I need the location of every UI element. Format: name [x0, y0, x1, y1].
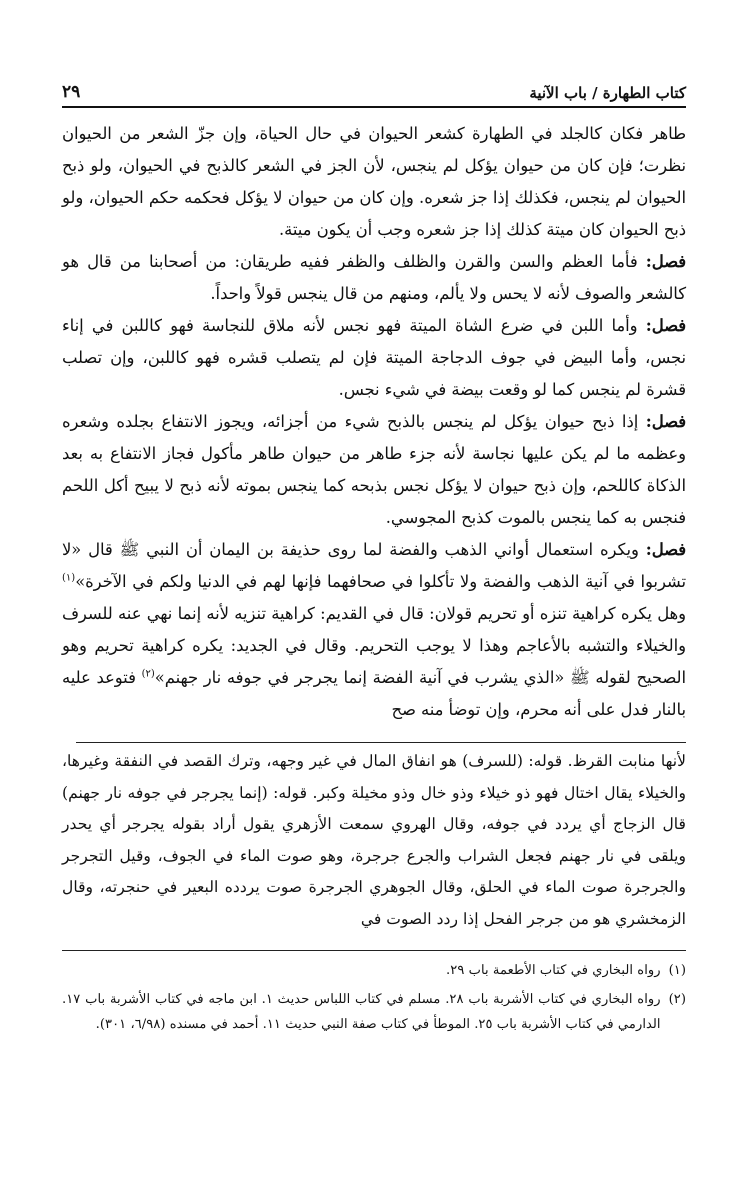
paragraph-gold-silver-vessels [62, 534, 686, 726]
paragraph-milk-eggs: فصل: وأما اللبن في ضرع الشاة الميتة فهو نجس لأنه ملاق للنجاسة فهو كاللبن في إناء نجس، وأما البيض في جوف الدجاجة الميتة فإن لم يتصلب قشره فهو كاللبن، وإن تصلب قشرة لم ينجس كما لو وقعت بيضة في شيء نجس. [62, 316, 686, 399]
footnotes [62, 958, 686, 1041]
footnote-text: رواه البخاري في كتاب الأطعمة باب ٢٩. [446, 963, 661, 978]
commentary-divider [76, 742, 686, 743]
paragraph-bones: فصل: فأما العظم والسن والقرن والظلف والظفر ففيه طريقان: من أصحابنا من قال هو كالشعر والصوف لأنه لا يحس ولا يألم، ومنهم من قال ينجس قولاً واحداً. [62, 252, 686, 303]
running-title: كتاب الطهارة / باب الآنية [529, 84, 686, 102]
footnote-number: (١) [668, 963, 686, 978]
footnote-text: رواه البخاري في كتاب الأشربة باب ٢٨. مسلم في كتاب اللباس حديث ١. ابن ماجه في كتاب الأشربة باب ١٧. الدارمي في كتاب الأشربة باب ٢٥. الموطأ في كتاب صفة النبي حديث ١١. أحمد في مسنده (٦/٩٨، ٣٠١). [62, 992, 661, 1032]
commentary-paragraph: لأنها منابت القرظ. قوله: (للسرف) هو انفاق المال في غير وجهه، وترك القصد في النفقة وغيرها، والخيلاء يقال اختال فهو ذو خيلاء وذو خال وذو مخيلة وكبر. قوله: (إنما يجرجر في جوفه نار جهنم) قال الزجاج أي يردد في جوفه، وقال الهروي سمعت الأزهري يقول أراد بقوله يجرجر أي يحدر ويلقى في نار جهنم فجعل الشراب والجرع جرجرة، وهو صوت الماء في الجوف، وقيل التجرجر والجرجرة صوت الماء في الحلق، وقال الجوهري الجرجرة صوت يردده البعير في حنجرته، وقال الزمخشري هو من جرجر الفحل إذا ردد الصوت في [62, 752, 686, 928]
gold-silver-text-c: فتوعد عليه بالنار فدل على أنه محرم، وإن توضأ منه صح [62, 668, 686, 719]
main-text [62, 118, 686, 726]
gold-silver-text-b: وهل يكره كراهية تنزه أو تحريم قولان: قال في القديم: كراهية تنزيه لأنه إنما نهي عنه للسرف والخيلاء والتشبه بالأعاجم وهذا لا يوجب التحريم. وقال في الجديد: يكره كراهية تحريم وهو الصحيح لقوله ﷺ «الذي يشرب في آنية الفضة إنما يجرجر في جوفه نار جهنم» [62, 604, 686, 687]
page-number: ٢٩ [62, 82, 81, 102]
section-marker: فصل: [645, 412, 686, 431]
footnote-divider [62, 950, 686, 951]
section-marker: فصل: [645, 316, 686, 335]
footnote-ref-2: (٢) [141, 668, 155, 680]
page-header [62, 70, 686, 108]
commentary-text [62, 746, 686, 935]
footnote-2 [62, 987, 686, 1037]
paragraph-slaughter: فصل: إذا ذبح حيوان يؤكل لم ينجس بالذبح شيء من أجزائه، ويجوز الانتفاع بجلده وشعره وعظمه ما لم يكن عليها نجاسة لأنه جزء طاهر من حيوان طاهر مأكول فجاز الانتفاع به بعد الذكاة كاللحم، وإن ذبح حيوان لا يؤكل نجس بذبحه كما ينجس بموته لأنه ذبح لا يبيح أكل اللحم فنجس به كما ينجس بالموت كذبح المجوسي. [62, 412, 686, 527]
gold-silver-text-a: فصل: ويكره استعمال أواني الذهب والفضة لما روى حذيفة بن اليمان أن النبي ﷺ قال «لا تشربوا في آنية الذهب والفضة ولا تأكلوا في صحافهما فإنها لهم في الدنيا ولكم في الآخرة» [62, 540, 686, 591]
section-marker: فصل: [645, 540, 686, 559]
footnote-1 [62, 958, 686, 983]
footnote-number: (٢) [668, 992, 686, 1007]
paragraph-hair: طاهر فكان كالجلد في الطهارة كشعر الحيوان في حال الحياة، وإن جزّ الشعر من الحيوان نظرت؛ فإن كان من حيوان يؤكل لم ينجس، لأن الجز في الشعر كالذبح في الحيوان، ولو ذبح الحيوان لم ينجس، فكذلك إذا جز شعره. وإن كان من حيوان لا يؤكل فحكمه حكم الحيوان، ولو ذبح الحيوان كان ميتة كذلك إذا جز شعره وجب أن يكون ميتة. [62, 124, 686, 239]
footnote-ref-1: (١) [62, 572, 76, 584]
section-marker: فصل: [645, 252, 686, 271]
